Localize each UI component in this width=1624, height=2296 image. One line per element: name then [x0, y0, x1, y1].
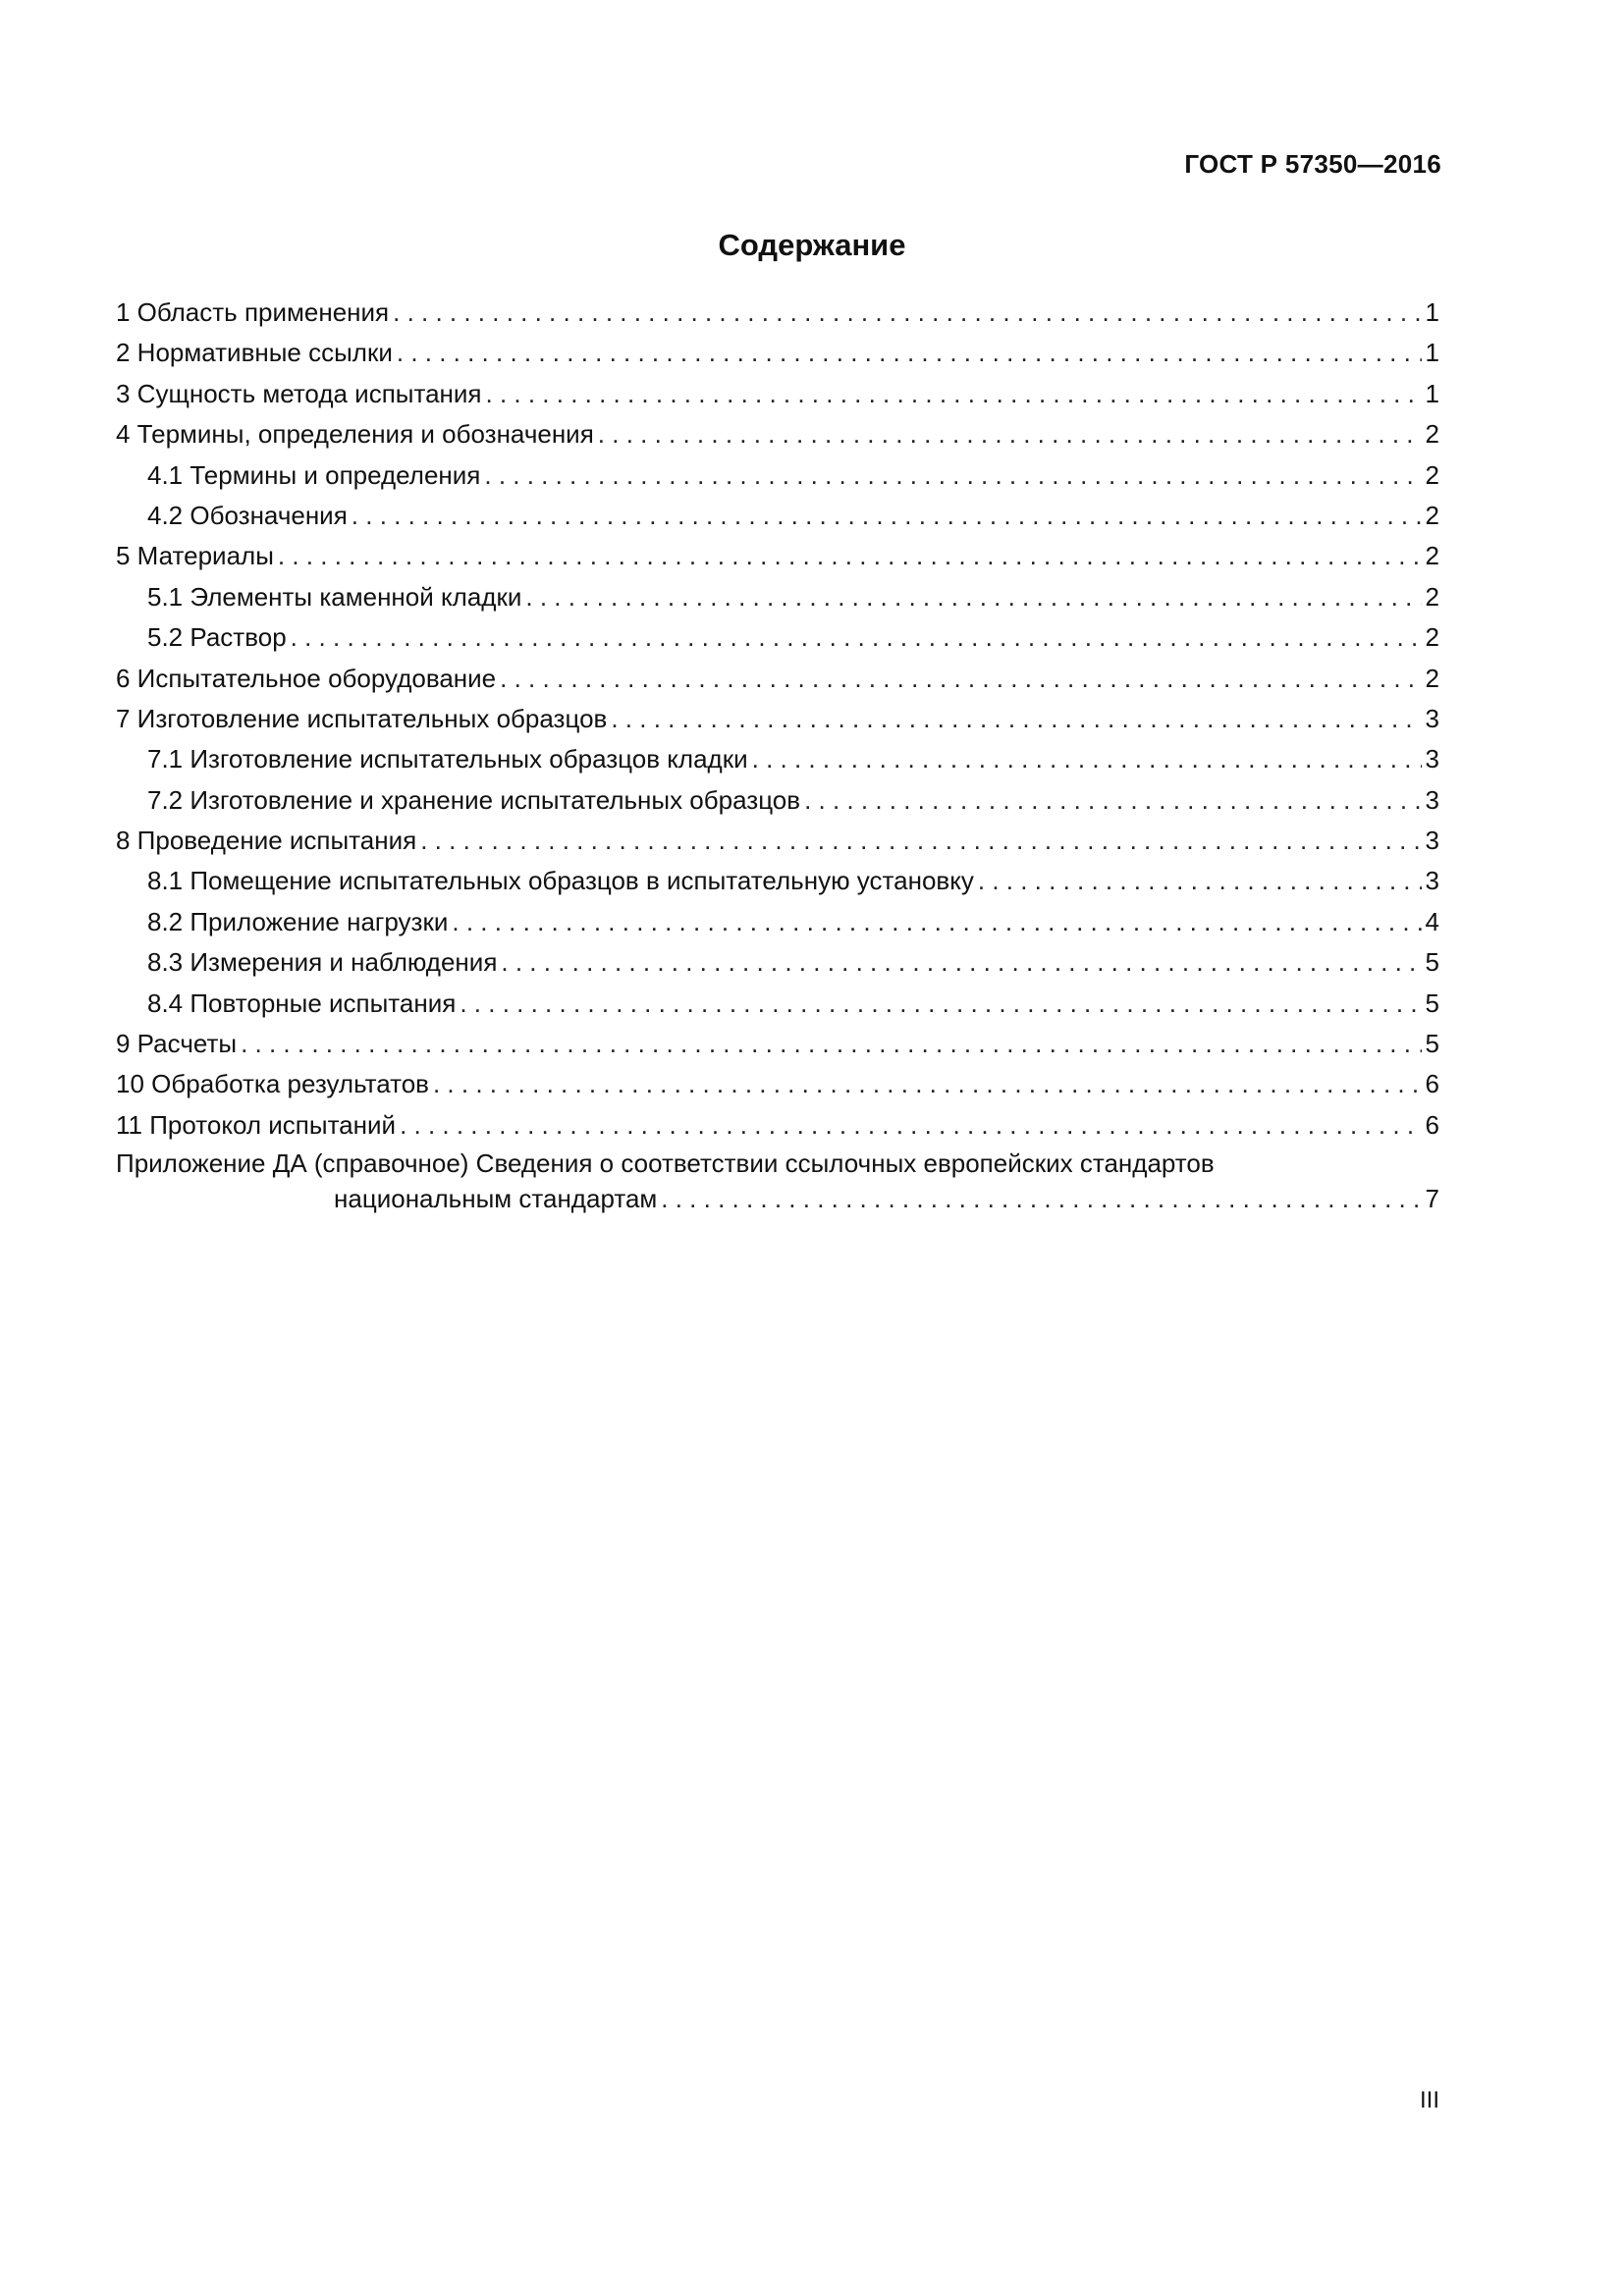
toc-page-number: 2 [1425, 459, 1439, 490]
toc-leader-dots [501, 942, 1421, 983]
toc-leader-dots [752, 739, 1422, 779]
toc-page-number: 5 [1425, 988, 1439, 1018]
toc-page-number: 7 [1425, 1184, 1439, 1214]
toc-leader-dots [241, 1024, 1421, 1064]
toc-page-number: 2 [1425, 581, 1439, 612]
toc-entry-title: 4.1 Термины и определения [147, 459, 481, 490]
toc-title: Содержание [718, 228, 906, 262]
toc-page-number: 5 [1425, 1029, 1439, 1059]
toc-page-number: 1 [1425, 297, 1439, 327]
toc-entry-title: 1 Область применения [116, 297, 390, 327]
toc-entry-title: 11 Протокол испытаний [116, 1109, 397, 1140]
toc-entry[interactable] [116, 333, 1439, 373]
toc-appendix-title-cont: национальным стандартам [334, 1184, 658, 1214]
toc-leader-dots [525, 577, 1421, 617]
toc-entry[interactable] [116, 821, 1439, 861]
toc-leader-dots [486, 374, 1422, 414]
toc-entry[interactable] [116, 739, 1439, 779]
toc-page-number: 1 [1425, 378, 1439, 408]
toc-leader-dots [400, 1105, 1421, 1146]
toc-entry-title: 7.2 Изготовление и хранение испытательных образцов [147, 784, 801, 815]
toc-entry[interactable] [116, 984, 1439, 1024]
toc-page-number: 1 [1425, 338, 1439, 368]
toc-leader-dots [598, 414, 1422, 454]
toc-appendix-title: Приложение ДА (справочное) Сведения о соответствии ссылочных европейских стандартов [116, 1148, 1215, 1179]
toc-page-number: 4 [1425, 906, 1439, 936]
toc-page-number: 2 [1425, 419, 1439, 450]
toc-entry[interactable] [116, 699, 1439, 739]
toc-leader-dots [420, 821, 1421, 861]
toc-entry-title: 5 Материалы [116, 541, 274, 571]
toc-entry-title: 4.2 Обозначения [147, 500, 348, 530]
toc-entry-title: 5.1 Элементы каменной кладки [147, 581, 522, 612]
toc-leader-dots [291, 617, 1422, 658]
toc-entry-title: 3 Сущность метода испытания [116, 378, 482, 408]
toc-entry-title: 6 Испытательное оборудование [116, 663, 497, 693]
toc-page-number: 2 [1425, 622, 1439, 653]
toc-page-number: 3 [1425, 744, 1439, 774]
toc-entry[interactable] [116, 861, 1439, 901]
toc-page-number: 6 [1425, 1109, 1439, 1140]
toc-leader-dots [460, 984, 1421, 1024]
toc-page-number: 3 [1425, 703, 1439, 733]
document-code: ГОСТ Р 57350—2016 [1184, 149, 1441, 179]
toc-entry[interactable] [116, 374, 1439, 414]
toc-leader-dots [978, 861, 1422, 901]
toc-leader-dots [393, 293, 1421, 333]
toc-page-number: 2 [1425, 500, 1439, 530]
toc-entry[interactable] [116, 293, 1439, 333]
toc-entry[interactable] [116, 577, 1439, 617]
toc-leader-dots [804, 780, 1421, 821]
toc-leader-dots [452, 902, 1421, 942]
toc-entry[interactable] [116, 1024, 1439, 1064]
toc-leader-dots [352, 496, 1422, 536]
toc-entry-title: 4 Термины, определения и обозначения [116, 419, 594, 450]
toc-leader-dots [611, 699, 1421, 739]
table-of-contents [116, 293, 1439, 1216]
toc-page-number: 2 [1425, 541, 1439, 571]
toc-entry[interactable] [116, 455, 1439, 496]
page-number: III [1419, 2087, 1439, 2113]
toc-page-number: 5 [1425, 947, 1439, 978]
toc-entry[interactable] [116, 902, 1439, 942]
toc-page-number: 3 [1425, 784, 1439, 815]
toc-entry[interactable] [116, 659, 1439, 699]
toc-leader-dots [500, 659, 1421, 699]
toc-page-number: 3 [1425, 826, 1439, 856]
toc-entry[interactable] [116, 617, 1439, 658]
toc-page-number: 6 [1425, 1069, 1439, 1099]
toc-entry[interactable] [116, 414, 1439, 454]
toc-leader-dots [661, 1181, 1421, 1216]
toc-leader-dots [278, 536, 1422, 576]
toc-page-number: 2 [1425, 663, 1439, 693]
toc-entry-title: 8.2 Приложение нагрузки [147, 906, 449, 936]
toc-entry-title: 8.1 Помещение испытательных образцов в испытательную установку [147, 866, 974, 896]
toc-entry-title: 7 Изготовление испытательных образцов [116, 703, 608, 733]
toc-entry-title: 10 Обработка результатов [116, 1069, 429, 1099]
toc-entry-title: 8 Проведение испытания [116, 826, 417, 856]
toc-entry[interactable] [116, 536, 1439, 576]
toc-entry[interactable] [116, 780, 1439, 821]
toc-entry-title: 9 Расчеты [116, 1029, 238, 1059]
toc-entry-title: 2 Нормативные ссылки [116, 338, 393, 368]
toc-entry[interactable] [116, 1064, 1439, 1104]
toc-entry-title: 8.4 Повторные испытания [147, 988, 457, 1018]
toc-appendix-entry[interactable] [116, 1146, 1439, 1216]
toc-leader-dots [397, 333, 1422, 373]
toc-leader-dots [433, 1064, 1422, 1104]
toc-entry[interactable] [116, 942, 1439, 983]
toc-entry-title: 5.2 Раствор [147, 622, 287, 653]
toc-entry[interactable] [116, 1105, 1439, 1146]
toc-entry[interactable] [116, 496, 1439, 536]
toc-leader-dots [484, 455, 1421, 496]
toc-entry-title: 8.3 Измерения и наблюдения [147, 947, 498, 978]
toc-entry-title: 7.1 Изготовление испытательных образцов кладки [147, 744, 748, 774]
toc-page-number: 3 [1425, 866, 1439, 896]
